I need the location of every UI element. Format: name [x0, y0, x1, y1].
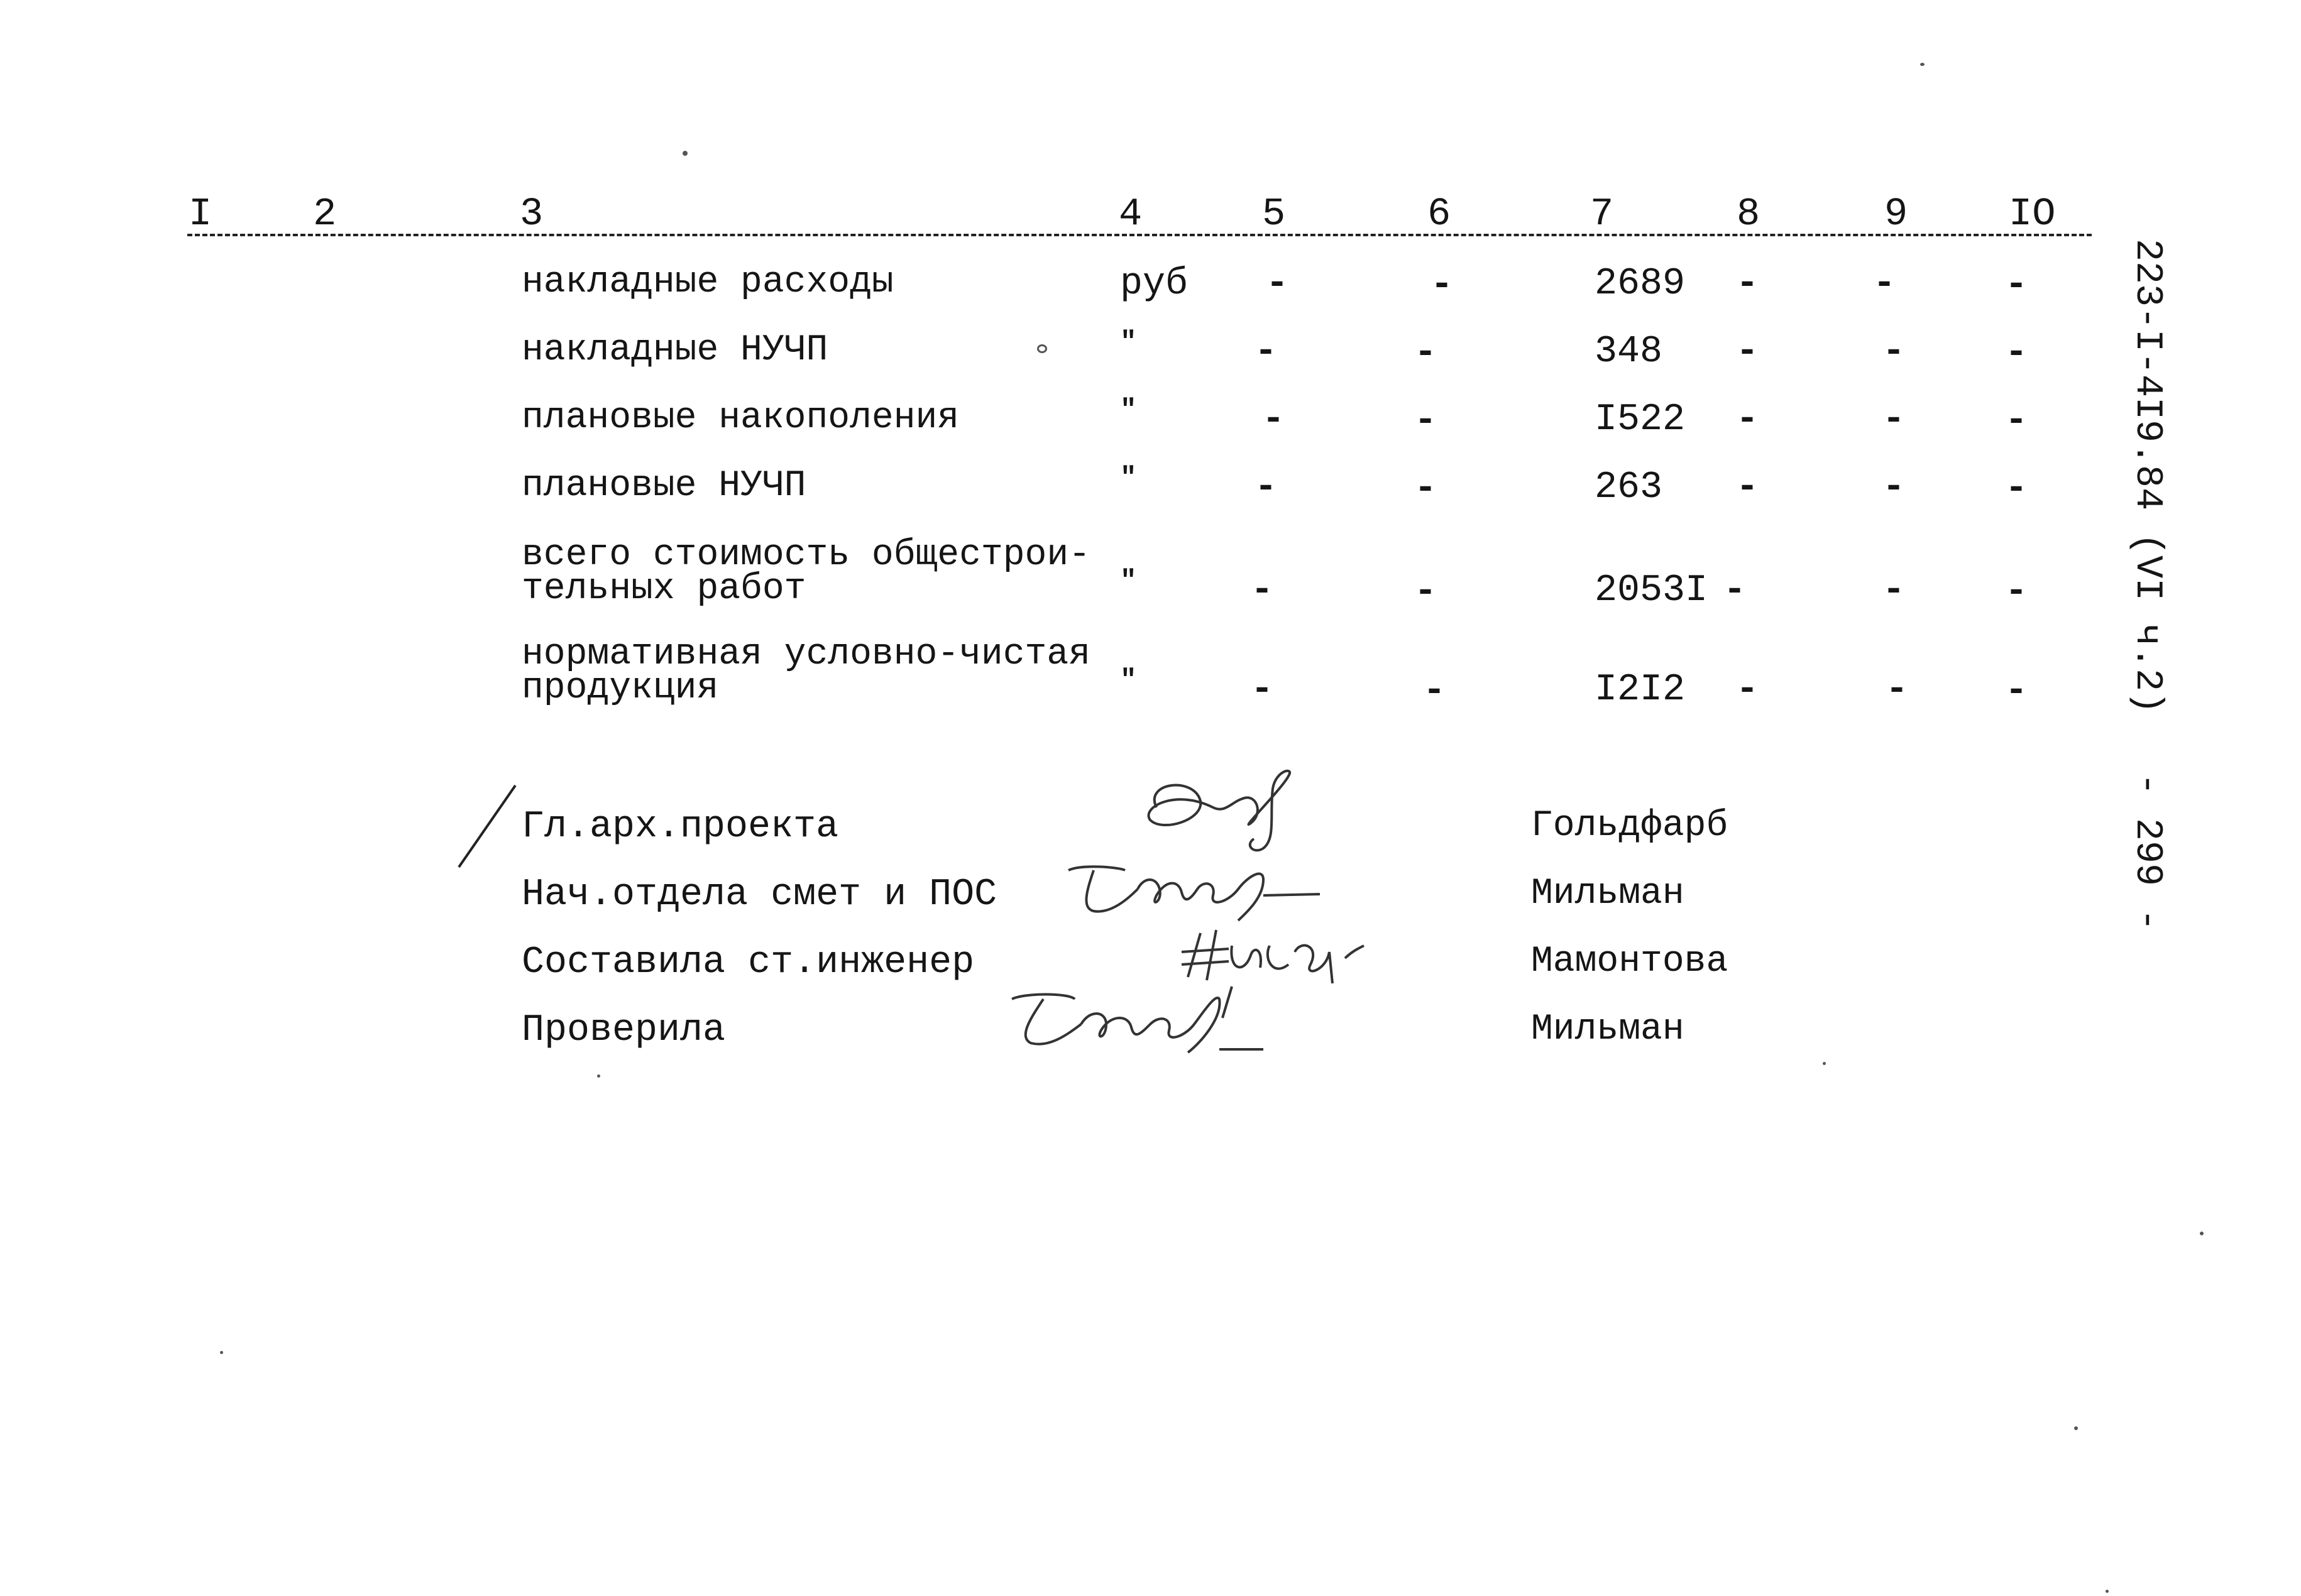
col7-value: 2689	[1595, 263, 1686, 305]
row-label-line1: нормативная условно-чистая	[522, 634, 1090, 675]
col5-cell: -	[1251, 669, 1274, 711]
scan-speck	[597, 1074, 600, 1078]
column-header-5: 5	[1262, 192, 1286, 236]
scan-speck	[1037, 344, 1047, 353]
col10-cell: -	[2005, 332, 2028, 374]
column-header-9: 9	[1884, 192, 1908, 236]
col5-cell: -	[1251, 569, 1274, 612]
col7-value: 2053I	[1595, 569, 1708, 612]
signer-name: Мильман	[1531, 1009, 1684, 1050]
signature-role: Гл.арх.проекта	[522, 806, 839, 848]
column-header-4: 4	[1119, 192, 1143, 236]
row-label: накладные НУЧП	[522, 330, 828, 371]
col7-value: 263	[1595, 466, 1663, 509]
col6-cell: -	[1414, 571, 1437, 613]
ditto-mark: "	[1120, 566, 1137, 597]
ditto-mark: "	[1120, 327, 1137, 358]
column-header-3: 3	[520, 192, 544, 236]
col7-value: 348	[1595, 331, 1663, 373]
slash-mark	[453, 779, 522, 873]
col8-cell: -	[1736, 263, 1759, 305]
row-label-line2: продукция	[522, 668, 719, 709]
col8-cell: -	[1736, 669, 1759, 711]
col9-cell: -	[1882, 569, 1906, 612]
col5-cell: -	[1255, 331, 1278, 373]
row-label: плановые НУЧП	[522, 466, 806, 506]
column-header-10: IO	[2009, 192, 2056, 236]
col9-cell: -	[1882, 466, 1906, 509]
handwritten-signature	[1056, 851, 1370, 927]
signer-name: Мамонтова	[1531, 941, 1728, 982]
col10-cell: -	[2005, 467, 2028, 510]
ditto-mark: "	[1120, 462, 1137, 494]
column-header-2: 2	[313, 192, 337, 236]
column-header-1: I	[189, 192, 212, 236]
row-label: накладные расходы	[522, 262, 894, 303]
row-label: плановые накополения	[522, 398, 960, 439]
col5-cell: -	[1262, 398, 1285, 441]
unit-cell: руб	[1120, 263, 1189, 305]
scan-speck	[2200, 1232, 2204, 1235]
column-header-7: 7	[1590, 192, 1614, 236]
col8-cell: -	[1736, 466, 1759, 509]
col5-cell: -	[1255, 466, 1278, 509]
scan-speck	[1823, 1062, 1826, 1065]
col9-cell: -	[1873, 263, 1896, 305]
col8-cell: -	[1723, 569, 1747, 612]
col10-cell: -	[2005, 264, 2028, 307]
col10-cell: -	[2005, 571, 2028, 613]
header-underline	[187, 234, 2092, 236]
col6-cell: -	[1431, 264, 1454, 307]
scan-speck	[2106, 1590, 2109, 1593]
scan-speck	[2074, 1426, 2078, 1430]
row-label-line2: тельных работ	[522, 569, 806, 609]
scan-speck	[683, 151, 688, 156]
col6-cell: -	[1423, 670, 1446, 713]
signer-name: Мильман	[1531, 873, 1684, 914]
col8-cell: -	[1736, 398, 1759, 441]
signature-role: Нач.отдела смет и ПОС	[522, 873, 997, 916]
col10-cell: -	[2005, 400, 2028, 442]
col6-cell: -	[1414, 400, 1437, 442]
col7-value: I522	[1595, 398, 1686, 441]
col5-cell: -	[1266, 263, 1289, 305]
page-number: - 299 -	[2126, 773, 2168, 932]
signer-name: Гольдфарб	[1531, 806, 1728, 846]
col9-cell: -	[1882, 331, 1906, 373]
signature-role: Составила ст.инженер	[522, 941, 975, 984]
col6-cell: -	[1414, 467, 1437, 510]
handwritten-signature	[1119, 763, 1320, 858]
col9-cell: -	[1882, 398, 1906, 441]
document-code: 223-I-4I9.84 (VI ч.2)	[2126, 239, 2168, 714]
scan-speck	[1920, 63, 1925, 66]
ditto-mark: "	[1120, 395, 1137, 426]
col7-value: I2I2	[1595, 669, 1686, 711]
col6-cell: -	[1414, 332, 1437, 374]
column-header-6: 6	[1427, 192, 1451, 236]
col8-cell: -	[1736, 331, 1759, 373]
scan-speck	[220, 1351, 223, 1354]
signature-role: Проверила	[522, 1009, 726, 1052]
column-header-8: 8	[1737, 192, 1760, 236]
ditto-mark: "	[1120, 665, 1137, 696]
row-label-line1: всего стоимость общестрои-	[522, 535, 1090, 576]
handwritten-signature	[999, 980, 1351, 1062]
col9-cell: -	[1886, 669, 1909, 711]
col10-cell: -	[2005, 670, 2028, 713]
